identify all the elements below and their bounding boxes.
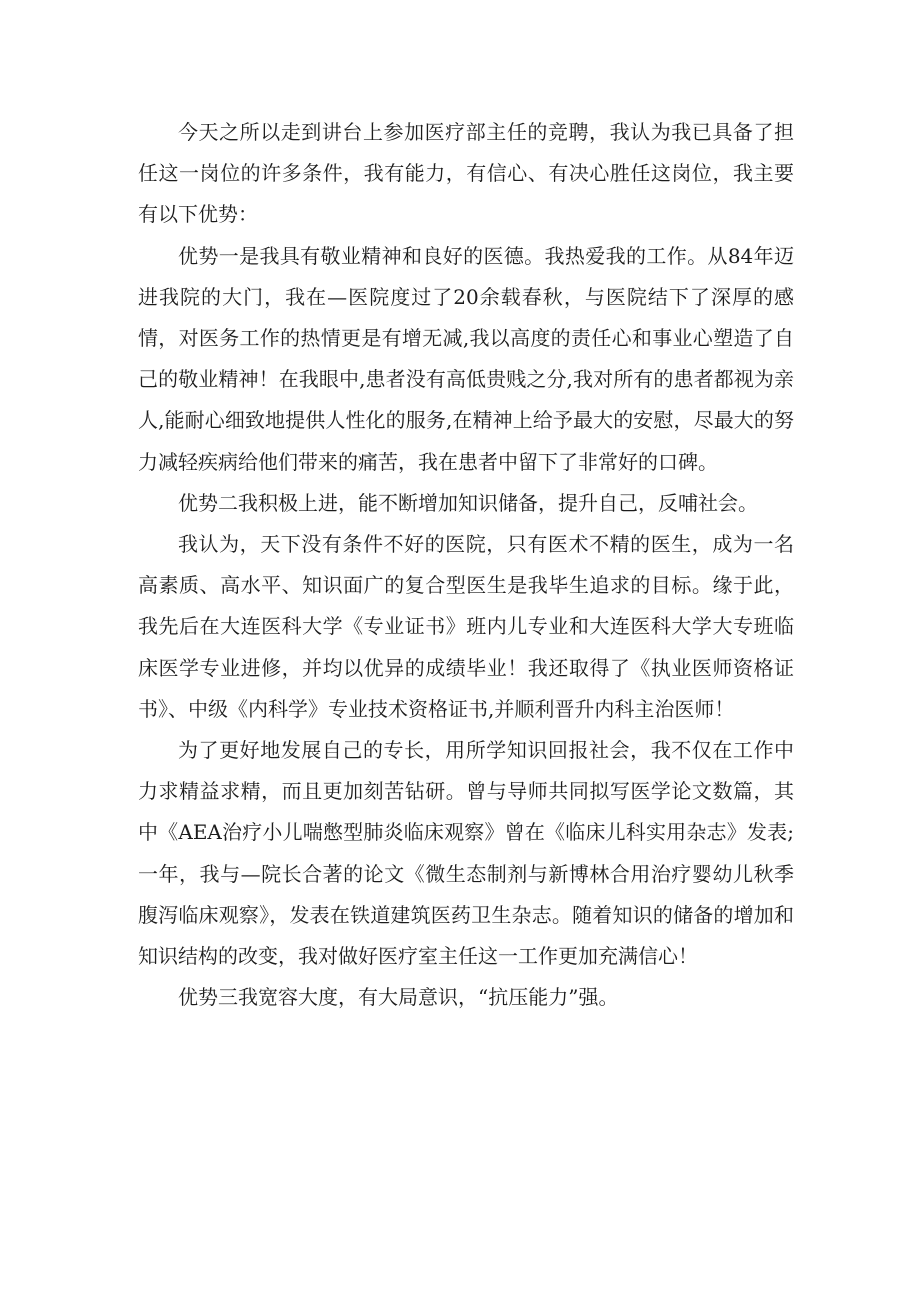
paragraph-education: 我认为，天下没有条件不好的医院，只有医术不精的医生，成为一名高素质、高水平、知识面广的复合型医生是我毕生追求的目标。缘于此，我先后在大连医科大学《专业证书》班内儿专业和大连医科大学大专班临床医学专业进修，并均以优异的成绩毕业！我还取得了《执业医师资格证书》、中级《内科学》专业技术资格证书,并顺利晋升内科主治医师！ [138, 532, 794, 721]
paragraph-intro: 今天之所以走到讲台上参加医疗部主任的竞聘，我认为我已具备了担任这一岗位的许多条件，我有能力，有信心、有决心胜任这岗位，我主要有以下优势： [138, 120, 794, 227]
paragraph-advantage-one: 优势一是我具有敬业精神和良好的医德。我热爱我的工作。从84年迈进我院的大门，我在—医院度过了20余载春秋，与医院结下了深厚的感情，对医务工作的热情更是有增无减,我以高度的责任心和事业心塑造了自己的敬业精神！在我眼中,患者没有高低贵贱之分,我对所有的患者都视为亲人,能耐心细致地提供人性化的服务,在精神上给予最大的安慰，尽最大的努力减轻疾病给他们带来的痛苦，我在患者中留下了非常好的口碑。 [138, 243, 794, 474]
paragraph-advantage-two: 优势二我积极上进，能不断增加知识储备，提升自己，反哺社会。 [178, 490, 758, 515]
paragraph-advantage-three: 优势三我宽容大度，有大局意识，“抗压能力”强。 [178, 985, 619, 1010]
document-body [138, 112, 794, 1018]
paragraph-research: 为了更好地发展自己的专长，用所学知识回报社会，我不仅在工作中力求精益求精，而且更加刻苦钻研。曾与导师共同拟写医学论文数篇，其中《AEA治疗小儿喘憋型肺炎临床观察》曾在《临床儿科实用杂志》发表;一年，我与—院长合著的论文《微生态制剂与新博林合用治疗婴幼儿秋季腹泻临床观察》，发表在铁道建筑医药卫生杂志。随着知识的储备的增加和知识结构的改变，我对做好医疗室主任这一工作更加充满信心！ [138, 738, 794, 969]
